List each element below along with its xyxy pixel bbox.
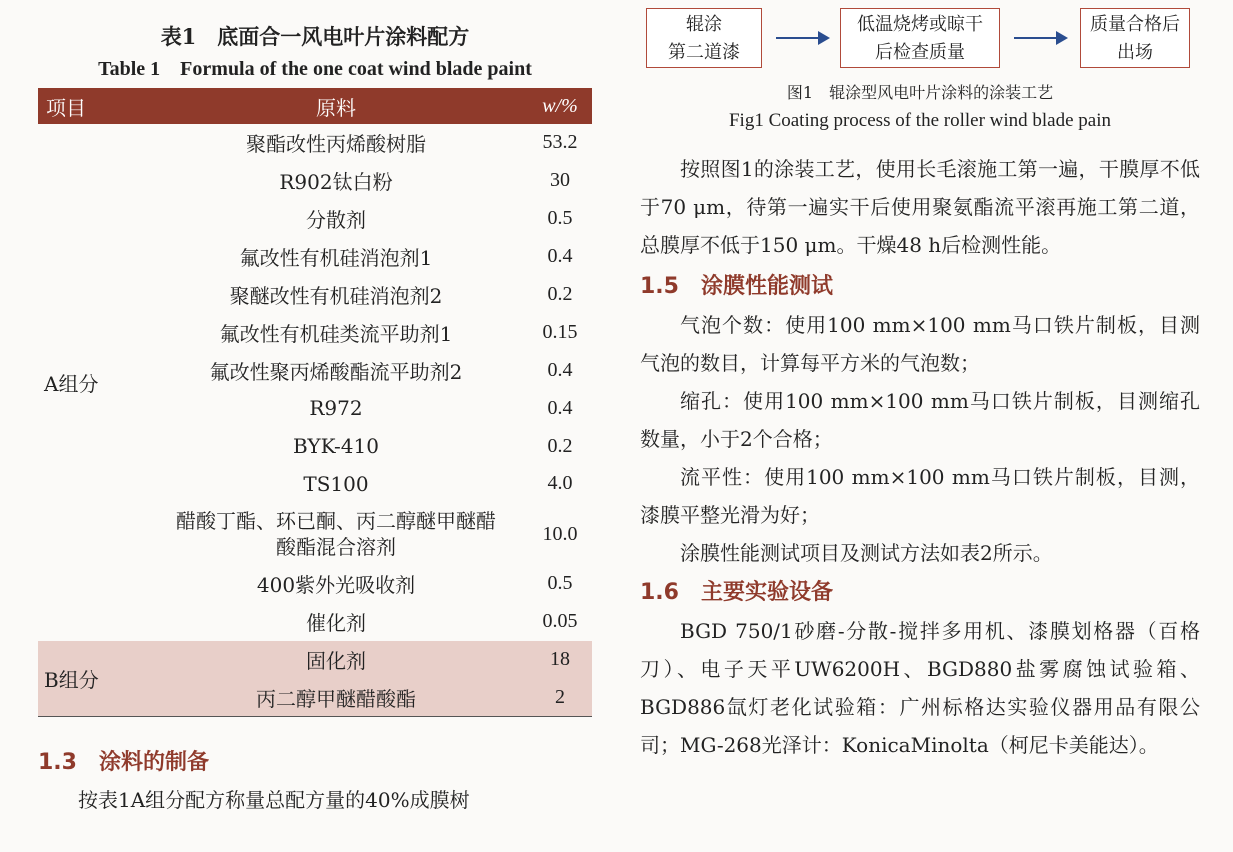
formula-table — [38, 88, 592, 717]
material-cell: 聚酯改性丙烯酸树脂 — [246, 132, 426, 157]
paragraph: BGD 750/1砂磨-分散-搅拌多用机、漆膜划格器（百格刀）、电子天平UW6200H、BGD880盐雾腐蚀试验箱、BGD886氙灯老化试验箱：广州标格达实验仪器用品有限公司；MG-268光泽计：KonicaMinolta（柯尼卡美能达）。 — [640, 619, 1200, 757]
header-mass-fraction: w/% — [542, 94, 578, 117]
table-row — [38, 124, 592, 162]
table-caption-en: Table 1 Formula of the one coat wind blade paint — [98, 58, 532, 80]
paragraph: 按照图1的涂装工艺，使用长毛滚施工第一遍，干膜厚不低于70 μm，待第一遍实干后使用聚氨酯流平滚再施工第二道，总膜厚不低于150 μm。干燥48 h后检测性能。 — [640, 157, 1200, 257]
flow-box-roll-coat: 辊涂 第二道漆 — [646, 8, 762, 68]
header-material: 原料 — [316, 95, 356, 120]
material-cell: R902钛白粉 — [279, 170, 393, 195]
value-cell: 0.4 — [547, 245, 573, 268]
material-cell: 丙二醇甲醚醋酸酯 — [144, 679, 528, 717]
section-number: 1.3 — [38, 750, 77, 776]
material-cell: TS100 — [303, 471, 369, 496]
value-cell: 0.4 — [547, 358, 573, 381]
paragraph: 流平性：使用100 mm×100 mm马口铁片制板，目测，漆膜平整光滑为好； — [640, 465, 1200, 527]
value-cell: 10.0 — [542, 522, 578, 545]
value-cell: 53.2 — [542, 131, 578, 154]
value-cell: 0.4 — [547, 396, 573, 419]
section-1-3-heading — [38, 743, 592, 783]
value-cell: 2 — [528, 679, 592, 717]
section-1-5-heading — [640, 268, 1200, 306]
material-cell: 固化剂 — [144, 641, 528, 679]
section-title: 主要实验设备 — [700, 580, 833, 605]
value-cell: 18 — [528, 641, 592, 679]
section-title: 涂膜性能测试 — [700, 274, 833, 299]
table-caption-cn: 表1 底面合一风电叶片涂料配方 — [160, 24, 470, 49]
material-cell: 400紫外光吸收剂 — [256, 573, 416, 598]
material-cell: 催化剂 — [306, 611, 366, 636]
table-body — [38, 124, 592, 717]
material-cell: R972 — [309, 396, 363, 421]
value-cell: 0.5 — [547, 572, 573, 595]
figure-caption-cn: 图1 辊涂型风电叶片涂料的涂装工艺 — [786, 83, 1054, 102]
flow-arrow-icon — [776, 37, 828, 39]
material-cell: 分散剂 — [306, 208, 366, 233]
material-cell: 氟改性有机硅类流平助剂1 — [219, 321, 453, 346]
left-column — [38, 14, 592, 819]
value-cell: 0.05 — [542, 610, 578, 633]
section-title: 涂料的制备 — [98, 750, 209, 776]
paragraph: 气泡个数：使用100 mm×100 mm马口铁片制板，目测气泡的数目，计算每平方米的气泡数； — [640, 313, 1200, 375]
group-b-label: B组分 — [38, 641, 144, 717]
value-cell: 4.0 — [547, 472, 573, 495]
table-header-row — [38, 88, 592, 124]
table-row — [38, 641, 592, 679]
section-number: 1.5 — [640, 274, 679, 299]
material-cell: BYK-410 — [293, 434, 379, 459]
paragraph: 按表1A组分配方称量总配方量的40%成膜树 — [78, 788, 470, 813]
material-cell: 聚醚改性有机硅消泡剂2 — [229, 284, 443, 308]
flow-box-bake-check: 低温烧烤或晾干 后检查质量 — [840, 8, 1000, 68]
value-cell: 0.2 — [547, 283, 573, 305]
flow-box-ship: 质量合格后 出场 — [1080, 8, 1190, 68]
material-cell: 氟改性聚丙烯酸酯流平助剂2 — [209, 359, 463, 384]
paragraph: 涂膜性能测试项目及测试方法如表2所示。 — [680, 541, 1053, 565]
process-flowchart — [640, 4, 1200, 74]
paragraph: 缩孔：使用100 mm×100 mm马口铁片制板，目测缩孔数量，小于2个合格； — [640, 389, 1200, 451]
group-a-label: A组分 — [44, 371, 99, 396]
section-number: 1.6 — [640, 580, 679, 605]
section-1-6-heading — [640, 574, 1200, 612]
material-cell: 醋酸丁酯、环已酮、丙二醇醚甲醚醋 酸酯混合溶剂 — [176, 508, 496, 559]
value-cell: 30 — [550, 169, 570, 192]
material-cell: 氟改性有机硅消泡剂1 — [239, 246, 433, 271]
flow-arrow-icon — [1014, 37, 1066, 39]
value-cell: 0.15 — [542, 320, 578, 343]
header-item: 项目 — [46, 95, 86, 120]
right-column — [640, 0, 1200, 764]
figure-caption-en: Fig1 Coating process of the roller wind blade pain — [728, 110, 1112, 131]
value-cell: 0.5 — [547, 207, 573, 230]
value-cell: 0.2 — [547, 434, 573, 457]
